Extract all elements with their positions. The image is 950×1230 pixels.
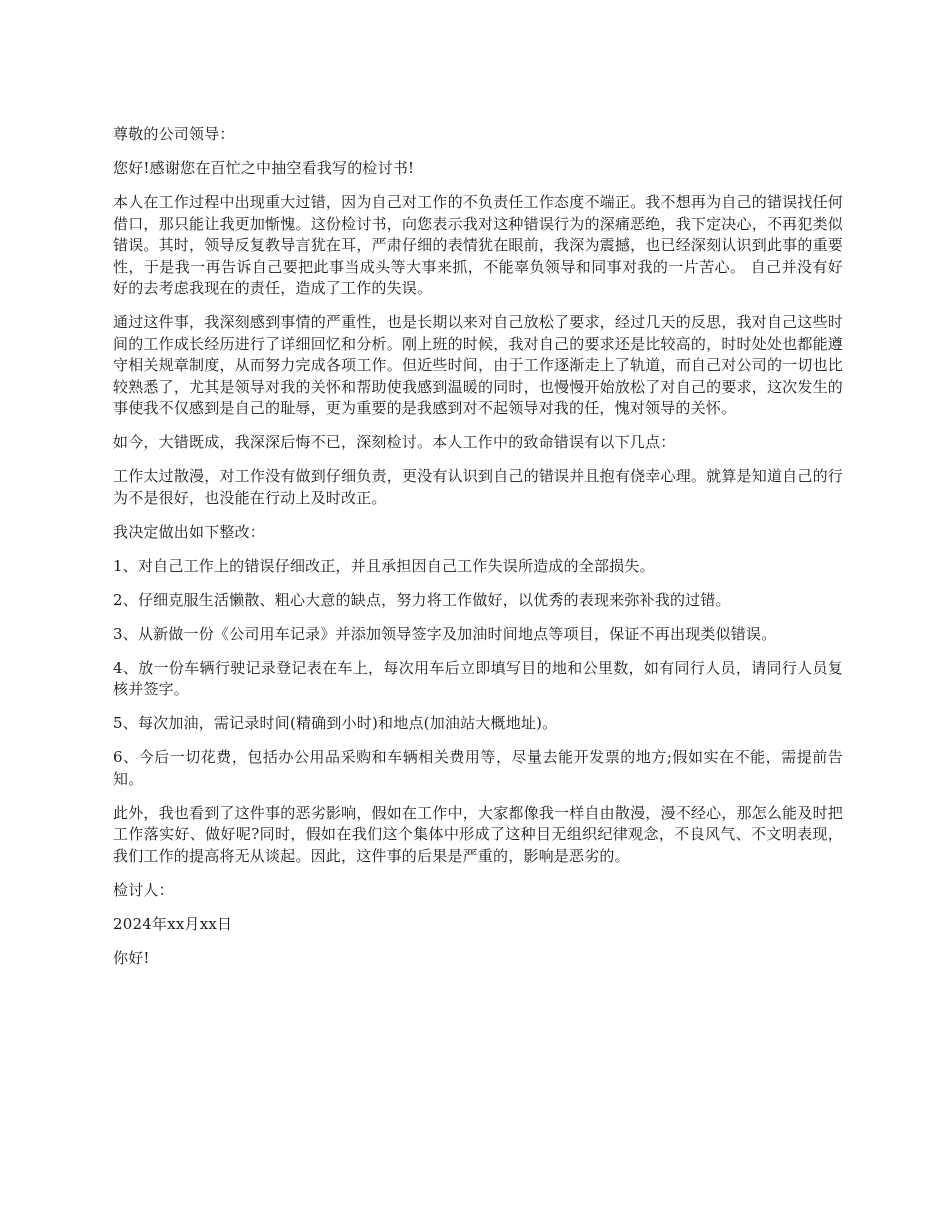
paragraph-rectification-intro: 我决定做出如下整改： [113, 522, 266, 541]
list-item-5: 5、每次加油，需记录时间(精确到小时)和地点(加油站大概地址)。 [113, 714, 558, 732]
greeting: 您好!感谢您在百忙之中抽空看我写的检讨书! [113, 159, 415, 177]
paragraph-conclusion: 此外，我也看到了这件事的恶劣影响，假如在工作中，大家都像我一样自由散漫，漫不经心，那怎么能及时把工作落实好、做好呢?同时，假如在我们这个集体中形成了这种目无组织纪律观念，不良风气、不文明表现，我们工作的提高将无从谈起。因此，这件事的后果是严重的，影响是恶劣的。 [113, 803, 843, 865]
closing: 你好! [113, 948, 150, 967]
document-body [113, 124, 843, 982]
paragraph-reflection: 通过这件事，我深刻感到事情的严重性，也是长期以来对自己放松了要求，经过几天的反思，我对自己这些时间的工作成长经历进行了详细回忆和分析。刚上班的时候，我对自己的要求还是比较高的，时时处处也都能遵守相关规章制度，从而努力完成各项工作。但近些时间，由于工作逐渐走上了轨道，而自己对公司的一切也比较熟悉了，尤其是领导对我的关怀和帮助使我感到温暖的同时，也慢慢开始放松了对自己的要求，这次发生的事使我不仅感到是自己的耻辱，更为重要的是我感到对不起领导对我的任，愧对领导的关怀。 [113, 313, 843, 417]
salutation: 尊敬的公司领导： [113, 125, 235, 143]
signature-label: 检讨人： [113, 880, 174, 899]
list-item-3: 3、从新做一份《公司用车记录》并添加领导签字及加油时间地点等项目，保证不再出现类似错误。 [113, 624, 777, 643]
list-item-4: 4、放一份车辆行驶记录登记表在车上，每次用车后立即填写目的地和公里数，如有同行人员，请同行人员复核并签字。 [113, 658, 843, 698]
list-item-1: 1、对自己工作上的错误仔细改正，并且承担因自己工作失误所造成的全部损失。 [113, 556, 655, 575]
date: 2024年xx月xx日 [113, 914, 233, 933]
paragraph-intro: 本人在工作过程中出现重大过错，因为自己对工作的不负责任工作态度不端正。我不想再为自己的错误找任何借口，那只能让我更加惭愧。这份检讨书，向您表示我对这种错误行为的深痛恶绝，我下定决心，不再犯类似错误。其时，领导反复教导言犹在耳，严肃仔细的表情犹在眼前，我深为震撼，也已经深刻认识到此事的重要性，于是我一再告诉自己要把此事当成头等大事来抓，不能辜负领导和同事对我的一片苦心。 自己并没有好好的去考虑我现在的责任，造成了工作的失误。 [113, 193, 843, 297]
paragraph-errors-intro: 如今，大错既成，我深深后悔不已，深刻检讨。本人工作中的致命错误有以下几点： [113, 433, 676, 451]
paragraph-error-detail: 工作太过散漫，对工作没有做到仔细负责，更没有认识到自己的错误并且抱有侥幸心理。就算是知道自己的行为不是很好，也没能在行动上及时改正。 [113, 467, 843, 507]
list-item-6: 6、今后一切花费，包括办公用品采购和车辆相关费用等，尽量去能开发票的地方;假如实在不能，需提前告知。 [113, 748, 843, 788]
list-item-2: 2、仔细克服生活懒散、粗心大意的缺点，努力将工作做好，以优秀的表现来弥补我的过错。 [113, 590, 731, 609]
